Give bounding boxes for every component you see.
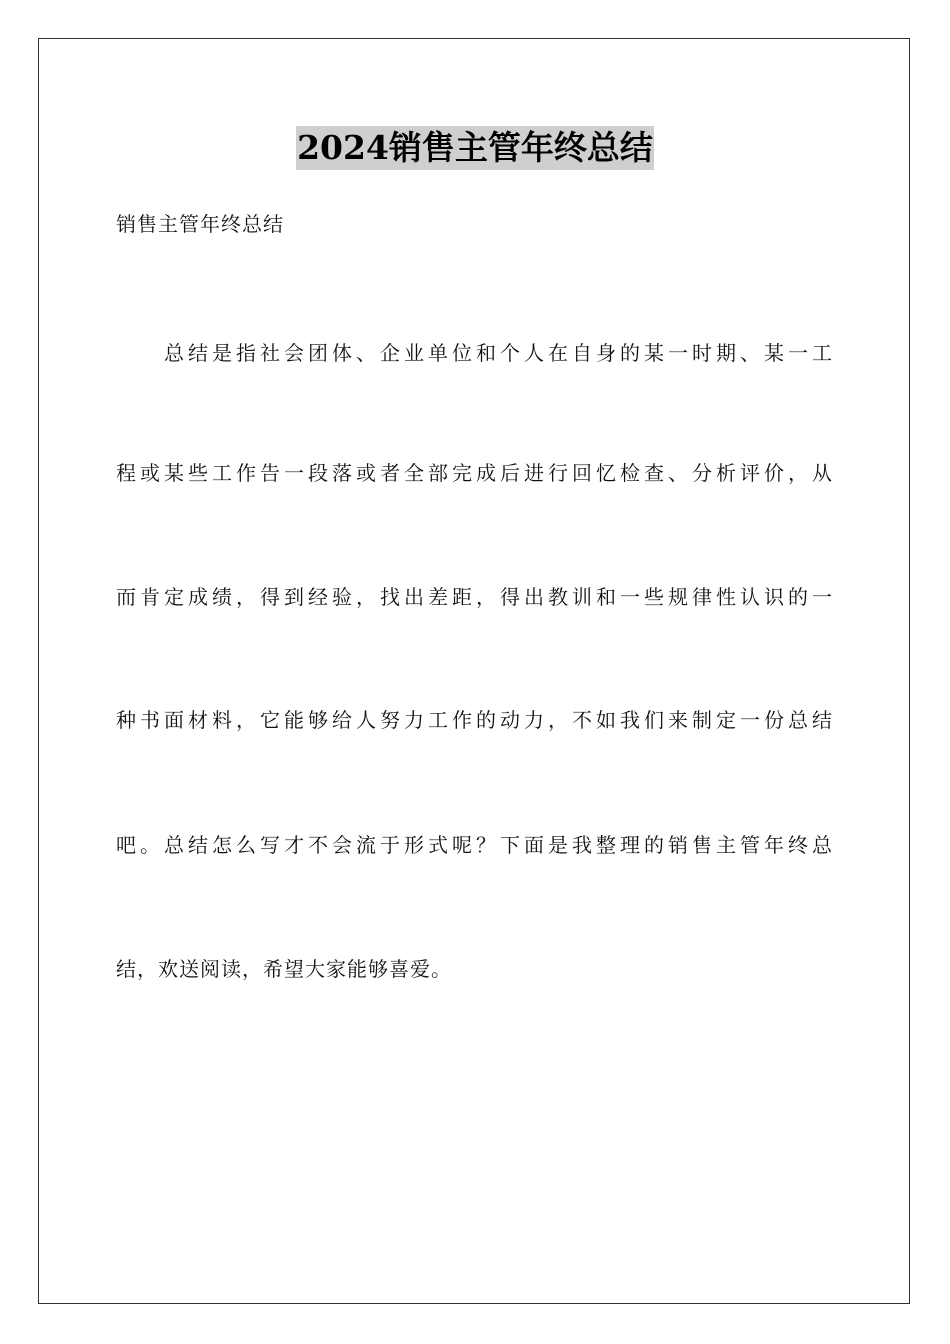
paragraph-line: 而肯定成绩，得到经验，找出差距，得出教训和一些规律性认识的一 — [116, 585, 832, 609]
paragraph-line: 吧。总结怎么写才不会流于形式呢？下面是我整理的销售主管年终总 — [116, 833, 832, 857]
document-title: 2024销售主管年终总结 — [296, 126, 654, 170]
paragraph-line: 种书面材料，它能够给人努力工作的动力，不如我们来制定一份总结 — [116, 708, 832, 732]
paragraph-line: 结，欢送阅读，希望大家能够喜爱。 — [116, 957, 452, 981]
paragraph-line: 程或某些工作告一段落或者全部完成后进行回忆检查、分析评价，从 — [116, 461, 832, 485]
title-container — [0, 126, 950, 170]
paragraph-line: 总结是指社会团体、企业单位和个人在自身的某一时期、某一工 — [164, 341, 832, 365]
document-subtitle: 销售主管年终总结 — [116, 212, 284, 236]
